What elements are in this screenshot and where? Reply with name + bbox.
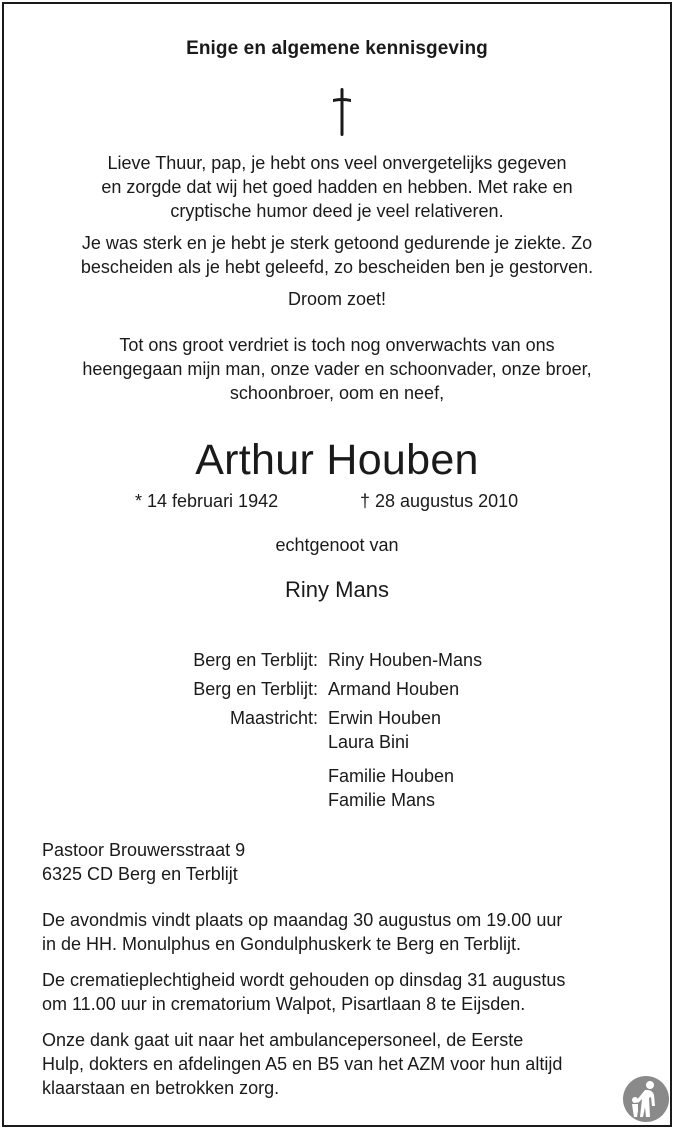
strength-paragraph	[4, 231, 670, 279]
text-line: in de HH. Monulphus en Gondulphuskerk te Berg en Terblijt.	[42, 934, 521, 954]
family-member: Laura Bini	[328, 732, 410, 752]
text-line: De avondmis vindt plaats op maandag 30 augustus om 19.00 uur	[42, 910, 563, 930]
text-line: klaarstaan en betrokken zorg.	[42, 1078, 280, 1098]
text-line: Onze dank gaat uit naar het ambulancepersoneel, de Eerste	[42, 1030, 524, 1050]
text-line: Je was sterk en je hebt je sterk getoond gedurende je ziekte. Zo	[81, 233, 593, 253]
address-city: 6325 CD Berg en Terblijt	[42, 864, 238, 884]
family-member: Riny Houben-Mans	[328, 650, 483, 670]
announcement-paragraph	[4, 333, 670, 405]
person-with-child-logo-icon	[622, 1075, 670, 1123]
family-member: Erwin Houben	[328, 708, 442, 728]
death-date: † 28 augustus 2010	[360, 491, 519, 511]
text-line: bescheiden als je hebt geleefd, zo bescheiden ben je gestorven.	[80, 257, 594, 277]
text-line: om 11.00 uur in crematorium Walpot, Pisartlaan 8 te Eijsden.	[42, 994, 526, 1014]
family-member: Familie Mans	[328, 790, 436, 810]
family-place: Berg en Terblijt:	[193, 650, 318, 670]
thanks-paragraph	[42, 1028, 642, 1100]
text-line: Tot ons groot verdriet is toch nog onverwachts van ons	[119, 335, 555, 355]
family-place: Berg en Terblijt:	[193, 679, 318, 699]
text-line: Hulp, dokters en afdelingen A5 en B5 van het AZM voor hun altijd	[42, 1054, 563, 1074]
family-member: Familie Houben	[328, 766, 455, 786]
address-street: Pastoor Brouwersstraat 9	[42, 840, 246, 860]
text-line: heengegaan mijn man, onze vader en schoonvader, onze broer,	[82, 359, 592, 379]
family-place: Maastricht:	[229, 708, 318, 728]
text-line: Lieve Thuur, pap, je hebt ons veel onvergetelijks gegeven	[107, 153, 567, 173]
farewell-text: Droom zoet!	[287, 289, 387, 309]
text-line: schoonbroer, oom en neef,	[229, 383, 445, 403]
text-line: en zorgde dat wij het goed hadden en hebben. Met rake en	[101, 177, 573, 197]
birth-date: * 14 februari 1942	[135, 491, 279, 511]
notice-heading: Enige en algemene kennisgeving	[186, 38, 488, 59]
address-block	[42, 838, 245, 886]
cremation-paragraph	[42, 968, 642, 1016]
vigil-paragraph	[42, 908, 642, 956]
intro-paragraph	[4, 151, 670, 223]
text-line: cryptische humor deed je veel relativeren.	[170, 201, 504, 221]
spouse-name: Riny Mans	[285, 577, 389, 602]
cross-icon	[330, 88, 354, 136]
deceased-name: Arthur Houben	[195, 436, 479, 484]
spouse-label: echtgenoot van	[275, 535, 399, 555]
obituary-notice	[2, 2, 672, 1127]
family-member: Armand Houben	[328, 679, 460, 699]
text-line: De crematieplechtigheid wordt gehouden op dinsdag 31 augustus	[42, 970, 566, 990]
